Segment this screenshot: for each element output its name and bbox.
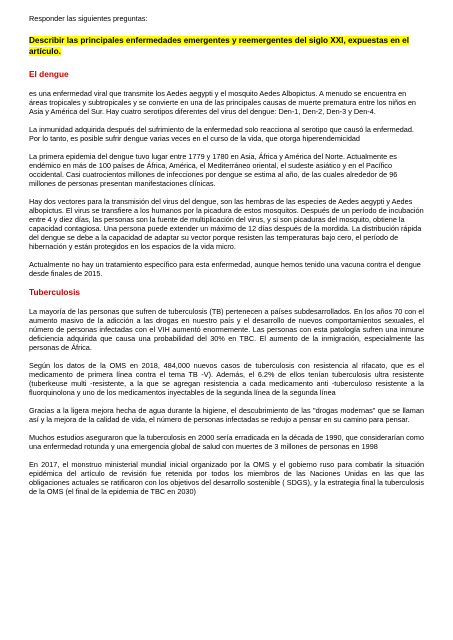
intro-text: Responder las siguientes preguntas: xyxy=(29,14,148,23)
tuberculosis-paragraph-3: Gracias a la ligera mejora hecha de agua durante la higiene, el descubrimiento de las "drogas modernas" que se llaman así y la mejora de la calidad de vida, el número de personas infectadas se redujo a pensar en su camino para pensar. xyxy=(29,406,424,424)
heading-tuberculosis: Tuberculosis xyxy=(29,287,81,297)
dengue-paragraph-3: La primera epidemia del dengue tuvo lugar entre 1779 y 1780 en Asia, África y América del Norte. Actualmente es endémico en más de 100 países de África, América, el Mediterráneo oriental, el sudeste asiático y en el Pacífico occidental. Casi cuatrocientos millones de infecciones por dengue se estima al año, de las cuales alrededor de 96 millones de personas presentan manifestaciones clínicas. xyxy=(29,152,398,188)
highlighted-question: Describir las principales enfermedades emergentes y reemergentes del siglo XXI, expuestas en el artículo. xyxy=(29,36,409,56)
dengue-paragraph-4: Hay dos vectores para la transmisión del virus del dengue, son las hembras de las especies de Aedes aegypti y Aedes albopictus. El virus se transfiere a los humanos por la picadura de estos mosquitos. Después de un período de incubación entre 4 y diez días, las personas son la fuente de multiplicación del virus, y si son picaduras del mosquito, obtiene la capacidad contagiosa. Una persona puede extender un máximo de 12 días después de la mordida. La distribución rápida del dengue se debe a la capacidad de adaptar su vector porque resisten las temperaturas bajo cero, el período de hibernación y están protegidos en los espacios de la vida micro. xyxy=(29,197,424,251)
dengue-paragraph-1: es una enfermedad viral que transmite los Aedes aegypti y el mosquito Aedes Albopictus. A menudo se encuentra en áreas tropicales y subtropicales y se convierte en una de las principales causas de muerte prematura entre los niños en Asia y América del Sur. Hay cuatro serotipos diferentes del virus del dengue: Den-1, Den-2, Den-3 y Den-4. xyxy=(29,89,416,116)
tuberculosis-paragraph-4: Muchos estudios aseguraron que la tuberculosis en 2000 sería erradicada en la década de 1990, que considerarían como una enfermedad rotunda y una emergencia global de salud con muertes de 3 millones de personas en 1998 xyxy=(29,433,424,451)
question-block xyxy=(29,36,424,57)
dengue-paragraph-5: Actualmente no hay un tratamiento específico para esta enfermedad, aunque hemos tenido una vacuna contra el dengue desde finales de 2015. xyxy=(29,260,421,278)
dengue-paragraph-2: La inmunidad adquirida después del sufrimiento de la enfermedad solo reacciona al serotipo que causó la enfermedad. Por lo tanto, es posible sufrir dengue varias veces en el curso de la vida, que otorga hiperendemicidad xyxy=(29,125,414,143)
tuberculosis-paragraph-5: En 2017, el monstruo ministerial mundial inicial organizado por la OMS y el gobierno ruso para combatir la situación epidémica del artículo de revisión fue retenida por todos los miembros de las Naciones Unidas en las que las obligaciones actuales se ratificaron con los objetivos del desarrollo sostenible ( SDGS), y la estrategia final la tuberculosis de la OMS (el final de la epidemia de TBC en 2030) xyxy=(29,460,424,496)
tuberculosis-paragraph-2: Según los datos de la OMS en 2018, 484,000 nuevos casos de tuberculosis con resistencia al rifacato, que es el medicamento de primera línea contra el tema TB -V). Además, el 6.2% de ellos tenían tuberculosis ultra resistente (tuberkeuse multi -resistente, a la que se agregan resistencia a cada medicamento anti -tuberculoso resistente a la fluorquinolona y uno de los medicamentos inyectables de la segunda línea de la segunda línea xyxy=(29,361,424,397)
tuberculosis-paragraph-1: La mayoría de las personas que sufren de tuberculosis (TB) pertenecen a países subdesarrollados. En los años 70 con el aumento masivo de la adicción a las drogas en nuestro país y el desarrollo de nuevos comportamientos sexuales, el número de personas infectadas con el VIH aumentó enormemente. Las personas con esta patología sufren una inmune deficiencia adquirida que causa una probabilidad del 30% en TBC. El aumento de la inmigración, especialmente las personas de África. xyxy=(29,307,424,352)
heading-dengue: El dengue xyxy=(29,69,69,79)
